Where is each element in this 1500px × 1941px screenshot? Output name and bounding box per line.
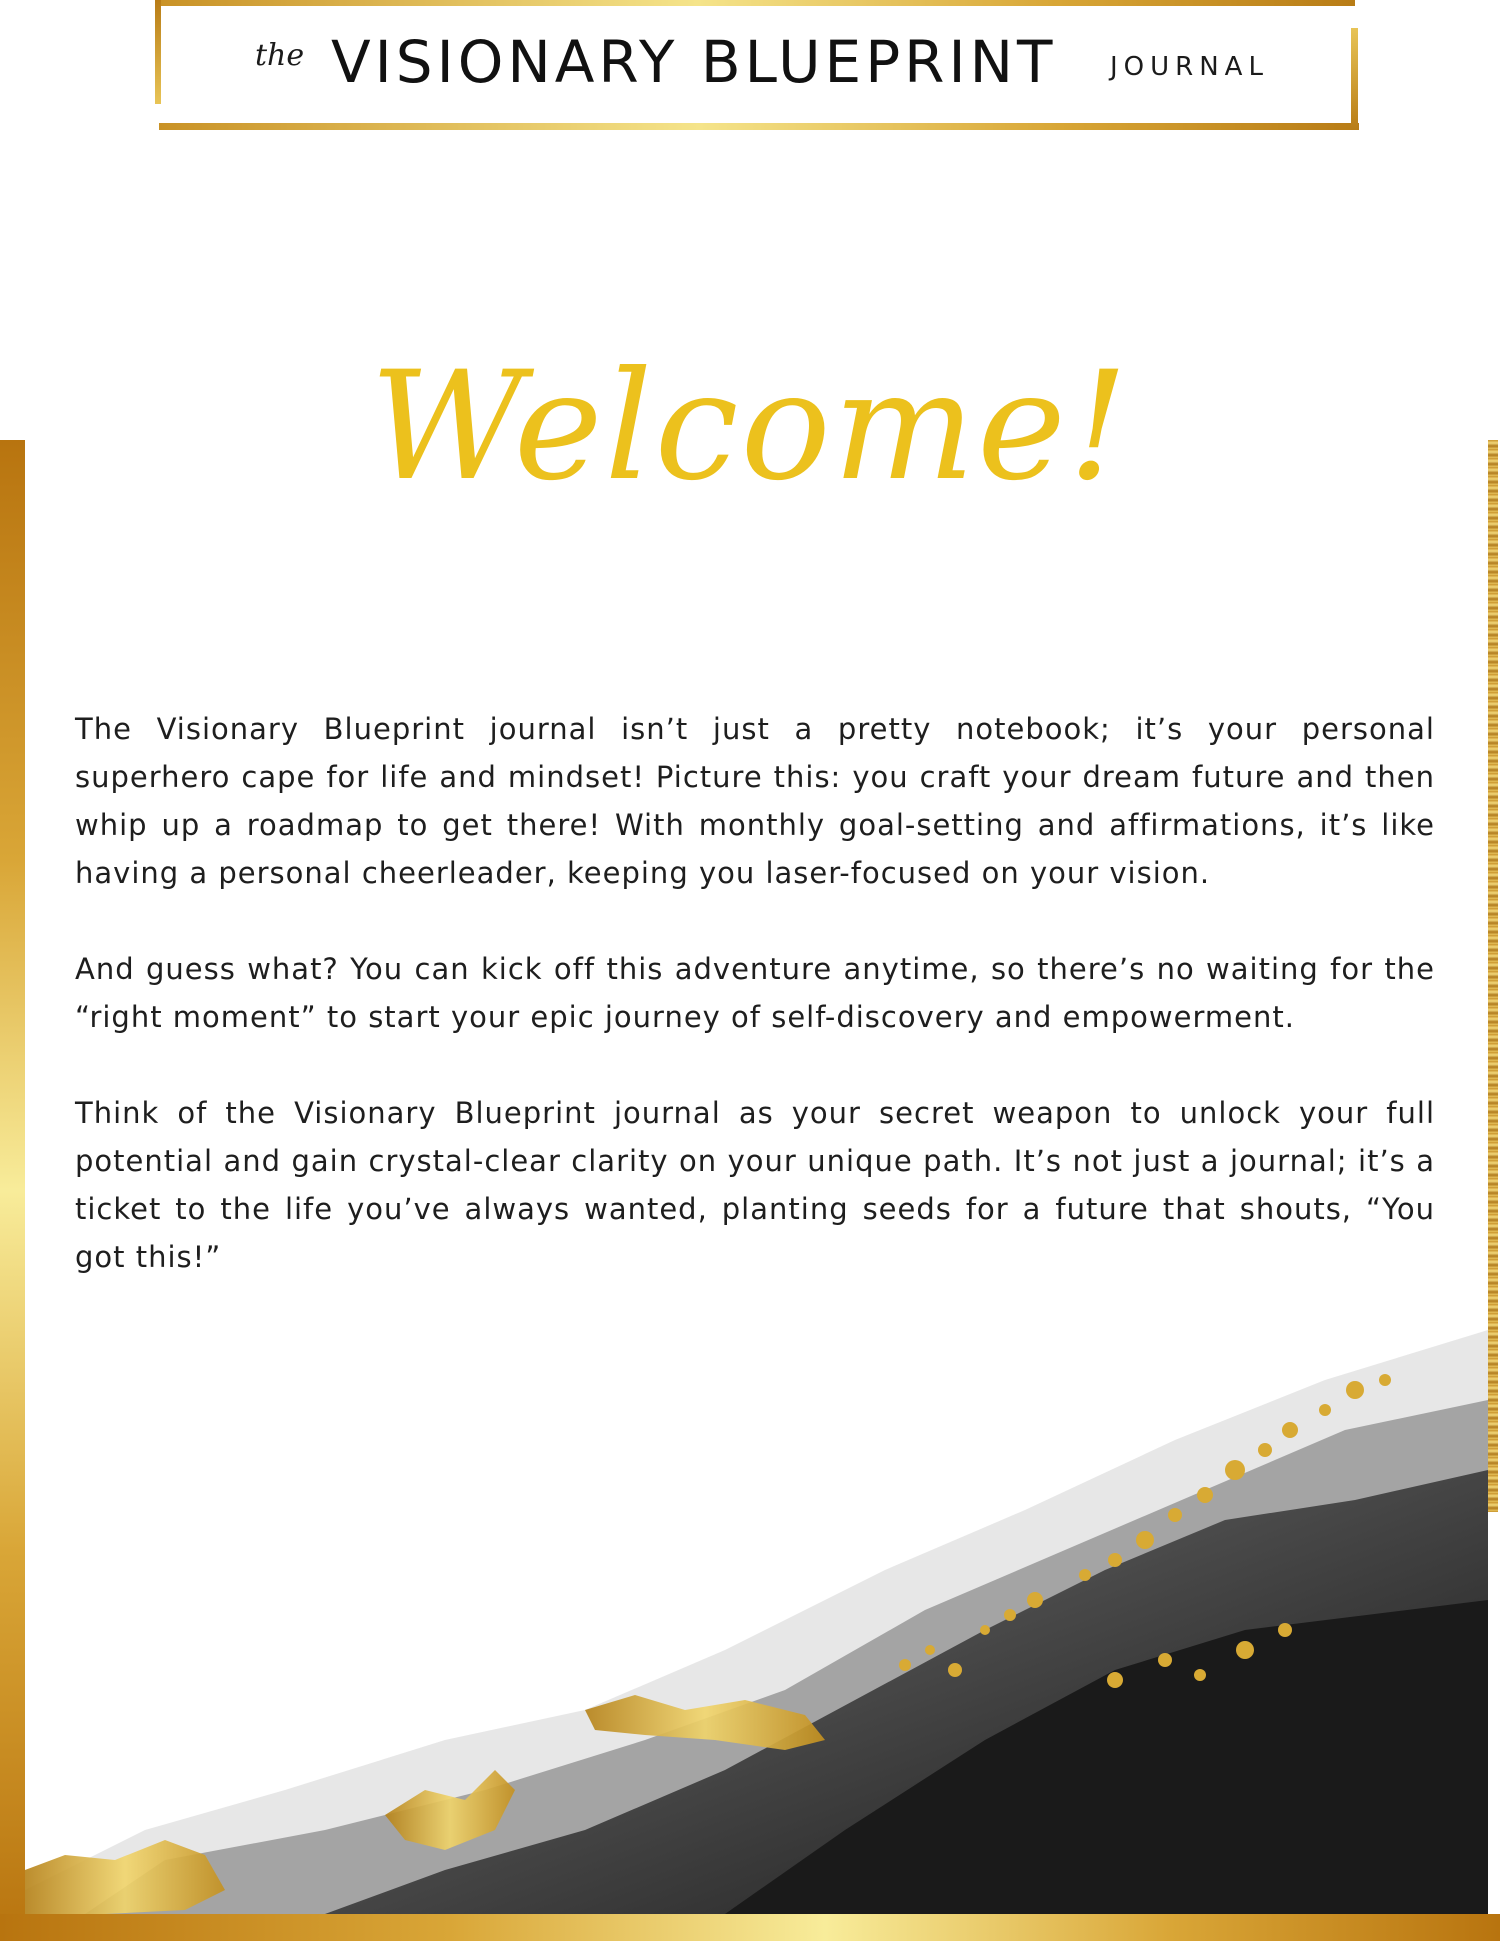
body-text	[75, 705, 1435, 1329]
ink-gold-brushstroke-art	[25, 1270, 1488, 1914]
left-gold-bar	[0, 440, 25, 1941]
welcome-heading: Welcome!	[369, 340, 1131, 514]
right-glitter-strip	[1488, 440, 1498, 1512]
paragraph-1: The Visionary Blueprint journal isn’t just a pretty notebook; it’s your personal superhero cape for life and mindset! Picture this: you craft your dream future and then whip up a roadmap to get there! With monthly goal-setting and affirmations, it’s like having a personal cheerleader, keeping you laser-focused on your vision.	[75, 712, 1435, 890]
header-title: VISIONARY BLUEPRINT	[331, 28, 1057, 96]
header-frame-bottom-line	[159, 123, 1359, 130]
bottom-gold-bar	[0, 1914, 1500, 1941]
header-frame	[155, 0, 1359, 132]
header-frame-top-line	[159, 0, 1355, 6]
paragraph-2: And guess what? You can kick off this adventure anytime, so there’s no waiting for the “right moment” to start your epic journey of self-discovery and empowerment.	[75, 952, 1435, 1034]
paragraph-3: Think of the Visionary Blueprint journal as your secret weapon to unlock your full potential and gain crystal-clear clarity on your unique path. It’s not just a journal; it’s a ticket to the life you’ve always wanted, planting seeds for a future that shouts, “You got this!”	[75, 1096, 1435, 1274]
header-frame-left-line	[155, 0, 161, 104]
header-frame-right-line	[1351, 28, 1358, 130]
header-prefix: the	[255, 38, 305, 73]
header-suffix: JOURNAL	[1110, 52, 1269, 82]
